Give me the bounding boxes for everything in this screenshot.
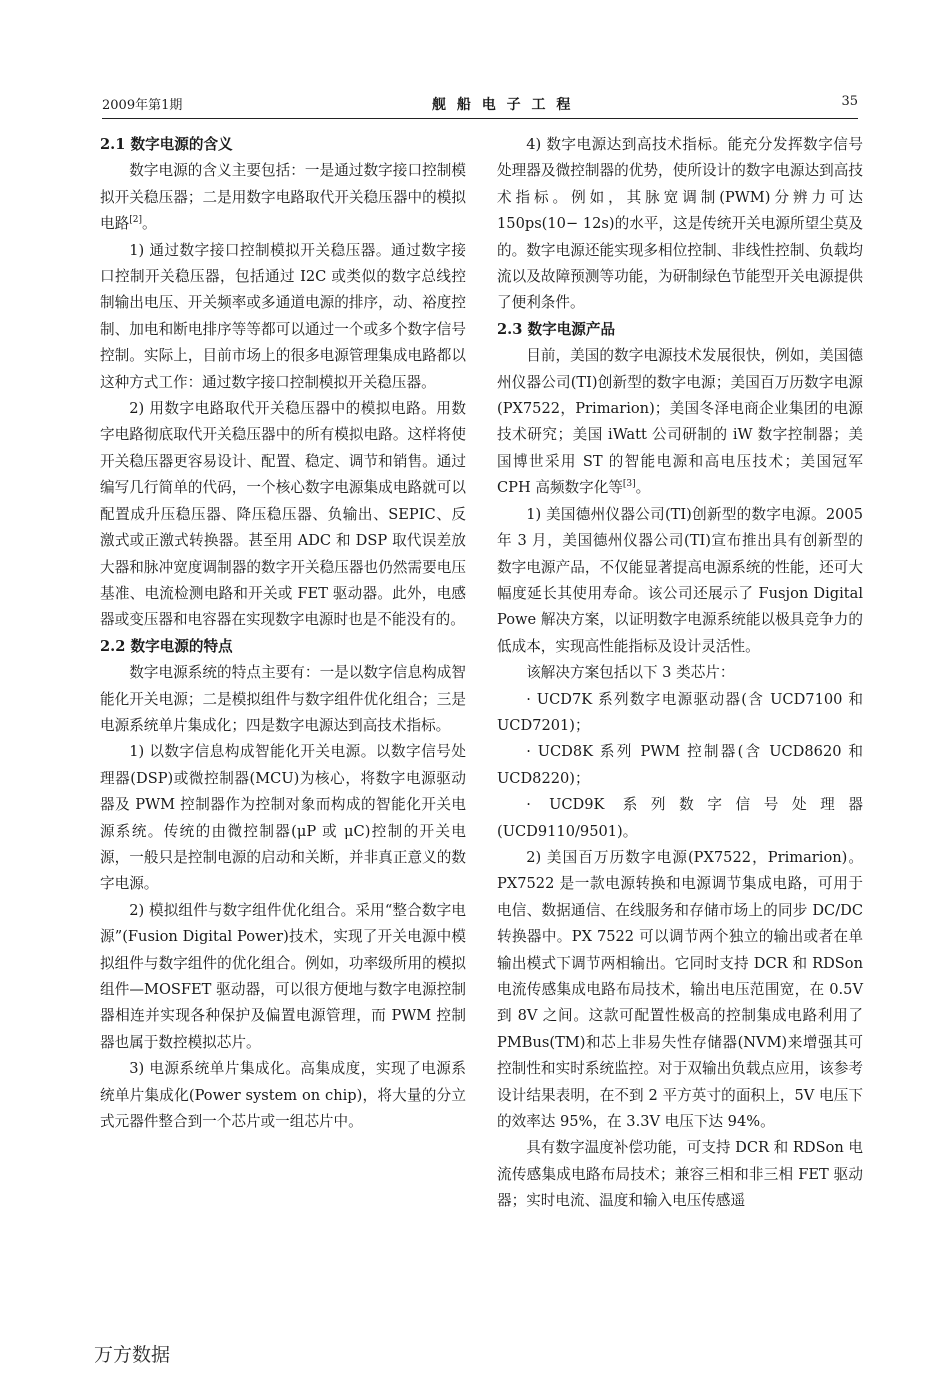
text-run: 2) 用数字电路取代开关稳压器中的模拟电路。用数字电路彻底取代开关稳压器中的所有模拟电路。这样将使开关稳压器更容易设计、配置、稳定、调节和销售。通过编写几行简单的代码，一个核心数字电源集成电路就可以配置成升压稳压器、降压稳压器、负输出、SEPIC、反激式或正激式转换器。甚至用 ADC 和 DSP 取代误差放大器和脉冲宽度调制器的数字开关稳压器也仍然需要电压基准、电流检测电路和开关或 FET 驱动器。此外，电感器或变压器和电容器在实现数字电源时也是不能没有的。 [100,400,466,629]
text-run: 2.3 数字电源产品 [497,320,616,338]
paragraph [100,238,466,396]
page-number: 35 [841,94,858,109]
text-run: 1) 以数字信息构成智能化开关电源。以数字信号处理器(DSP)或微控制器(MCU)为核心，将数字电源驱动器及 PWM 控制器作为控制对象而构成的智能化开关电源系统。传统的由微控制器(μP 或 μC)控制的开关电源，一般只是控制电源的启动和关断，并非真正意义的数字电源。 [100,743,466,893]
watermark-footer: 万方数据 [94,1344,171,1366]
paragraph [497,132,863,317]
issue-label: 2009年第1期 [102,98,183,113]
paragraph [100,739,466,897]
section-heading [100,634,466,660]
paragraph [100,396,466,634]
text-run-tail: 。 [635,479,651,497]
text-run: · UCD8K 系列 PWM 控制器(含 UCD8620 和 UCD8220)； [497,743,863,787]
paragraph [497,1135,863,1214]
paragraph [497,845,863,1135]
text-run: 4) 数字电源达到高技术指标。能充分发挥数字信号处理器及微控制器的优势，使所设计的数字电源达到高技术指标。例如，其脉宽调制(PWM)分辨力可达 150ps(10− 12s)的水平，这是传统开关电源所望尘莫及的。数字电源还能实现多相位控制、非线性控制、负载均流以及故障预测等功能，为研制绿色节能型开关电源提供了便利条件。 [497,136,863,312]
journal-title: 舰 船 电 子 工 程 [432,97,574,113]
text-run: 2) 模拟组件与数字组件优化组合。采用“整合数字电源”(Fusion Digital Power)技术，实现了开关电源中模拟组件与数字组件的优化组合。例如，功率级所用的模拟组件—MOSFET 驱动器，可以很方便地与数字电源控制器相连并实现各种保护及偏置电源管理，而 PWM 控制器也属于数控模拟芯片。 [100,901,466,1051]
paragraph [497,660,863,686]
text-run: 2) 美国百万历数字电源(PX7522，Primarion)。PX7522 是一款电源转换和电源调节集成电路，可用于电信、数据通信、在线服务和存储市场上的同步 DC/DC 转换器中。PX 7522 可以调节两个独立的输出或者在单输出模式下调节两相输出。它同时支持 DCR 和 RDSon 电流传感集成电路布局技术，输出电压范围宽，在 0.5V 到 8V 之间。这款可配置性极高的控制集成电路利用了 PMBus(TM)和芯上非易失性存储器(NVM)来增强其可控制性和实时系统监控。对于双输出负载点应用，该参考设计结果表明，在不到 2 平方英寸的面积上，5V 电压下的效率达 95%，在 3.3V 电压下达 94%。 [497,848,863,1131]
paragraph [100,898,466,1056]
header-rule [102,118,858,119]
section-heading [100,132,466,158]
text-run: · UCD7K 系列数字电源驱动器(含 UCD7100 和 UCD7201)； [497,690,863,734]
running-header [102,94,858,116]
text-run: 目前，美国的数字电源技术发展很快，例如，美国德州仪器公司(TI)创新型的数字电源；美国百万历数字电源(PX7522，Primarion)；美国冬泽电商企业集团的电源技术研究；美国 iWatt 公司研制的 iW 数字控制器；美国博世采用 ST 的智能电源和高电压技术；美国冠军 CPH 高频数字化等 [497,347,863,497]
text-run: · UCD9K 系列数字信号处理器(UCD9110/9501)。 [497,796,863,840]
paragraph [100,1056,466,1135]
text-run: 1) 美国德州仪器公司(TI)创新型的数字电源。2005 年 3 月，美国德州仪器公司(TI)宣布推出具有创新型的数字电源产品，不仅能显著提高电源系统的性能，还可大幅度延长其使用寿命。该公司还展示了 Fusjon Digital Powe 解决方案，以证明数字电源系统能以极具竞争力的低成本，实现高性能指标及设计灵活性。 [497,505,863,655]
section-heading [497,317,863,343]
text-run: 1) 通过数字接口控制模拟开关稳压器。通过数字接口控制开关稳压器，包括通过 I2C 或类似的数字总线控制输出电压、开关频率或多通道电源的排序，动、裕度控制、加电和断电排序等等都可以通过一个或多个数字信号控制。实际上，目前市场上的很多电源管理集成电路都以这种方式工作：通过数字接口控制模拟开关稳压器。 [100,241,466,391]
citation-ref: [2] [129,215,142,226]
citation-ref: [3] [622,479,636,490]
text-run: 3) 电源系统单片集成化。高集成度，实现了电源系统单片集成化(Power system on chip)，将大量的分立式元器件整合到一个芯片或一组芯片中。 [100,1060,466,1131]
text-run: 该解决方案包括以下 3 类芯片： [526,664,735,682]
paragraph [100,660,466,739]
text-run: 2.2 数字电源的特点 [100,637,233,655]
right-column [497,132,863,1215]
text-run: 2.1 数字电源的含义 [100,136,233,153]
paragraph [100,158,466,237]
text-run: 数字电源系统的特点主要有：一是以数字信息构成智能化开关电源；二是模拟组件与数字组件优化组合；三是电源系统单片集成化；四是数字电源达到高技术指标。 [100,664,466,734]
paragraph [497,343,863,501]
text-run: 数字电源的含义主要包括：一是通过数字接口控制模拟开关稳压器；二是用数字电路取代开关稳压器中的模拟电路 [100,162,466,233]
text-run-tail: 。 [141,215,157,233]
bullet-item [497,792,863,845]
text-run: 具有数字温度补偿功能，可支持 DCR 和 RDSon 电流传感集成电路布局技术；兼容三相和非三相 FET 驱动器；实时电流、温度和输入电压传感遥 [497,1139,863,1210]
left-column [100,132,466,1135]
bullet-item [497,739,863,792]
bullet-item [497,687,863,740]
paragraph [497,502,863,660]
